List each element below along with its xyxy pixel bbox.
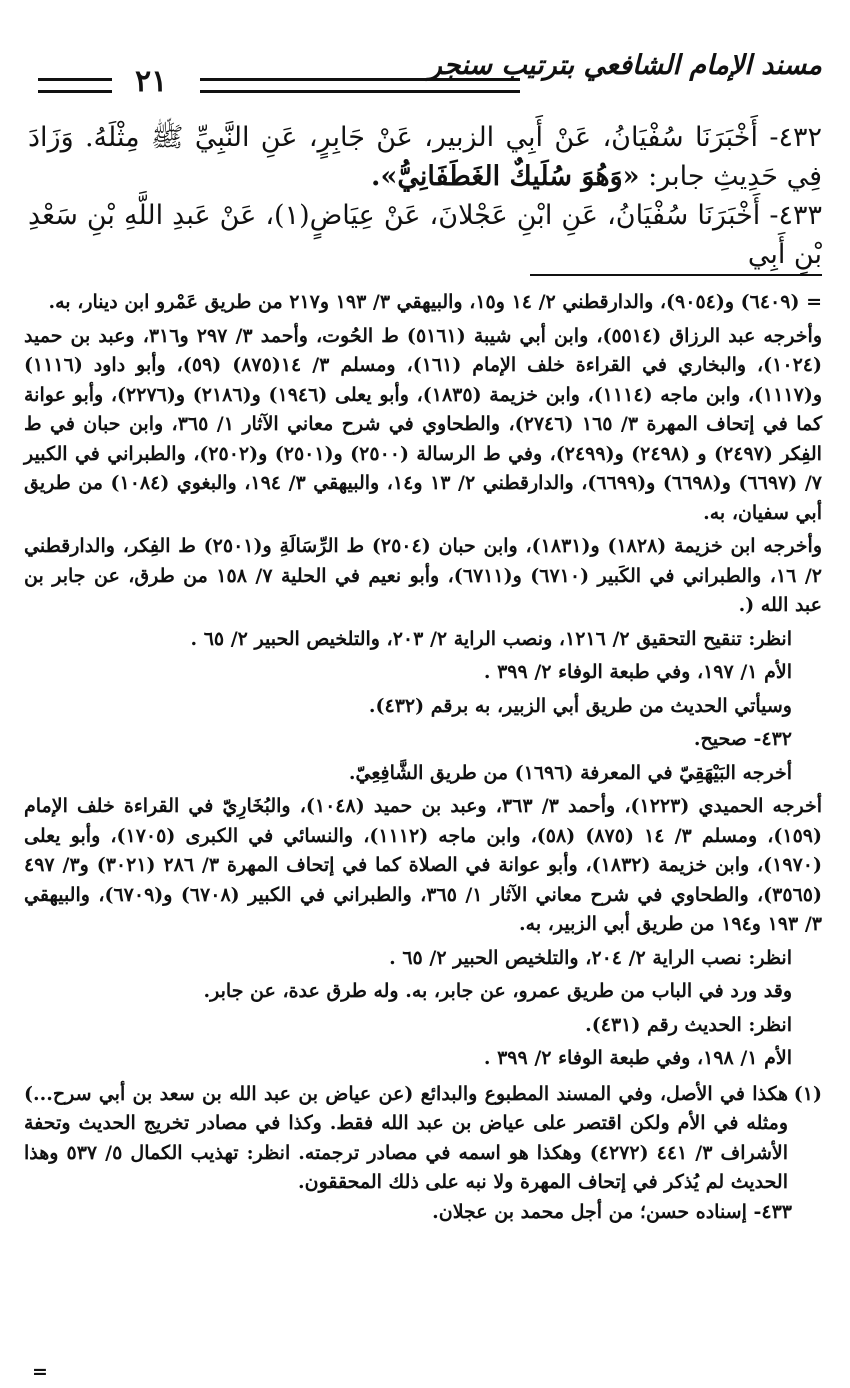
note-paragraph: وأخرجه عبد الرزاق (٥٥١٤)، وابن أبي شيبة (٥١٦١) ط الحُوت، وأحمد ٣/ ٢٩٧ و٣١٦، وعبد بن حميد (١٠٢٤)، والبخاري في القراءة خلف الإمام (١٦١)، ومسلم ٣/ ١٤(٨٧٥) (٥٩)، وأبو داود (١١١٦) و(١١١٧)، وابن ماجه (١١١٤)، وابن خزيمة (١٨٣٥)، وأبو يعلى (١٩٤٦) و(٢١٨٦) و(٢٢٧٦)، وأبو عوانة كما في إتحاف المهرة ٣/ ١٦٥ (٢٧٤٦)، والطحاوي في شرح معاني الآثار ١/ ٣٦٥، وابن حبان في ط الفِكر (٢٤٩٧) و (٢٤٩٨) و(٢٤٩٩)، وفي ط الرسالة (٢٥٠٠) و(٢٥٠١) و(٢٥٠٢)، والطبراني في الكبير ٧/ (٦٦٩٧) و(٦٦٩٨) و(٦٦٩٩)، والدارقطني ٢/ ١٣ و١٤، والبيهقي ٣/ ١٩٤، والبغوي (١٠٨٤) من طريق أبي سفيان، به.: [24, 324, 823, 524]
note-paragraph: انظر: تنقيح التحقيق ٢/ ١٢١٦، ونصب الراية ٢/ ٢٠٣، والتلخيص الحبير ٢/ ٦٥ .: [190, 627, 792, 650]
note-paragraph: أخرجه الحميدي (١٢٢٣)، وأحمد ٣/ ٣٦٣، وعبد بن حميد (١٠٤٨)، والبُخَارِيّ في القراءة خلف الإمام (١٥٩)، ومسلم ٣/ ١٤ (٨٧٥) (٥٨)، وابن ماجه (١١١٢)، والنسائي في الكبرى (١٧٠٥)، وأبو يعلى (١٩٧٠)، وابن خزيمة (١٨٣٢)، وأبو عوانة في الصلاة كما في إتحاف المهرة ٣/ ٢٨٦ (٣٠٢١) و٣/ ٤٩٧ (٣٥٦٥)، والطحاوي في شرح معاني الآثار ١/ ٣٦٥، والطبراني في الكبير (٦٧٠٨) و(٦٧٠٩)، والبيهقي ٣/ ١٩٣ و١٩٤ من طريق أبي الزبير، به.: [24, 795, 822, 935]
footnote-separator: [530, 274, 822, 276]
hadith-text: [28, 118, 822, 274]
header-rule: [200, 78, 520, 93]
hadith-432-quote: «وَهُوَ سُلَيكٌ الغَطَفَانِيُّ».: [371, 161, 640, 192]
note-heading: ٤٣٣- إسناده حسن؛ من أجل محمد بن عجلان.: [432, 1200, 792, 1223]
running-header-title: مسند الإمام الشافعي بترتيب سنجر: [428, 50, 822, 81]
note-paragraph: انظر: الحديث رقم (٤٣١).: [585, 1013, 792, 1036]
continuation-mark: =: [32, 1361, 48, 1383]
note-paragraph: الأم ١/ ١٩٧، وفي طبعة الوفاء ٢/ ٣٩٩ .: [483, 661, 792, 683]
header-rule-short: [38, 78, 112, 93]
note-paragraph: أخرجه البَيْهَقِيّ في المعرفة (١٦٩٦) من طريق الشَّافِعِيّ.: [348, 761, 792, 784]
footnote-1: [24, 1080, 822, 1198]
note-paragraph: انظر: نصب الراية ٢/ ٢٠٤، والتلخيص الحبير ٢/ ٦٥ .: [389, 946, 792, 969]
note-paragraph: وأخرجه ابن خزيمة (١٨٢٨) و(١٨٣١)، وابن حبان (٢٥٠٤) ط الرِّسَالَةِ و(٢٥٠١) ط الفِكر، والدارقطني ٢/ ١٦، والطبراني في الكَبير (٦٧١٠) و(٦٧١١)، وأبو نعيم في الحلية ٧/ ١٥٨ من طرق، عن جابر بن عبد الله (.: [24, 535, 823, 616]
footnotes: [24, 288, 823, 1383]
hadith-432: [28, 118, 822, 196]
hadith-433: ٤٣٣- أَخْبَرَنَا سُفْيَانُ، عَنِ ابْنِ عَجْلانَ، عَنْ عِيَاضٍ(١)، عَنْ عَبدِ اللَّهِ بْنِ سَعْدِ بْنِ أَبِي: [28, 200, 822, 270]
note-paragraph: وسيأتي الحديث من طريق أبي الزبير، به برقم (٤٣٢).: [368, 694, 792, 717]
footnote-text: هكذا في الأصل، وفي المسند المطبوع والبدائع (عن عياض بن عبد الله بن سعد بن أبي سرح...) ومثله في الأم ولكن اقتصر على عياض بن عبد الله فقط. وكذا في مصادر تخريج الحديث وتحفة الأشراف ٣/ ٤٤١ (٤٢٧٢) وهكذا هو اسمه في مصادر ترجمته. انظر: تهذيب الكمال ٥/ ٥٣٧ وهذا الحديث لم يُذكر في إتحاف المهرة ولا نبه على ذلك المحققون.: [24, 1082, 789, 1193]
footnote-marker: (١): [793, 1082, 822, 1105]
note-paragraph: وقد ورد في الباب من طريق عمرو، عن جابر، به. وله طرق عدة، عن جابر.: [203, 980, 792, 1002]
page-number: ٢١: [135, 64, 168, 99]
note-heading: ٤٣٢- صحيح.: [693, 728, 792, 750]
hadith-432-text: ٤٣٢- أَخْبَرَنَا سُفْيَانُ، عَنْ أَبِي الزبير، عَنْ جَابِرٍ، عَنِ النَّبِيِّ ﷺ مِثْلَهُ. وَزَادَ فِي حَدِيثِ جابر:: [28, 122, 822, 192]
note-paragraph: الأم ١/ ١٩٨، وفي طبعة الوفاء ٢/ ٣٩٩ .: [483, 1047, 792, 1069]
note-paragraph: = (٦٤٠٩) و(٩٠٥٤)، والدارقطني ٢/ ١٤ و١٥، والبيهقي ٣/ ١٩٣ و٢١٧ من طريق عَمْرو ابن دينار، به.: [48, 291, 822, 313]
